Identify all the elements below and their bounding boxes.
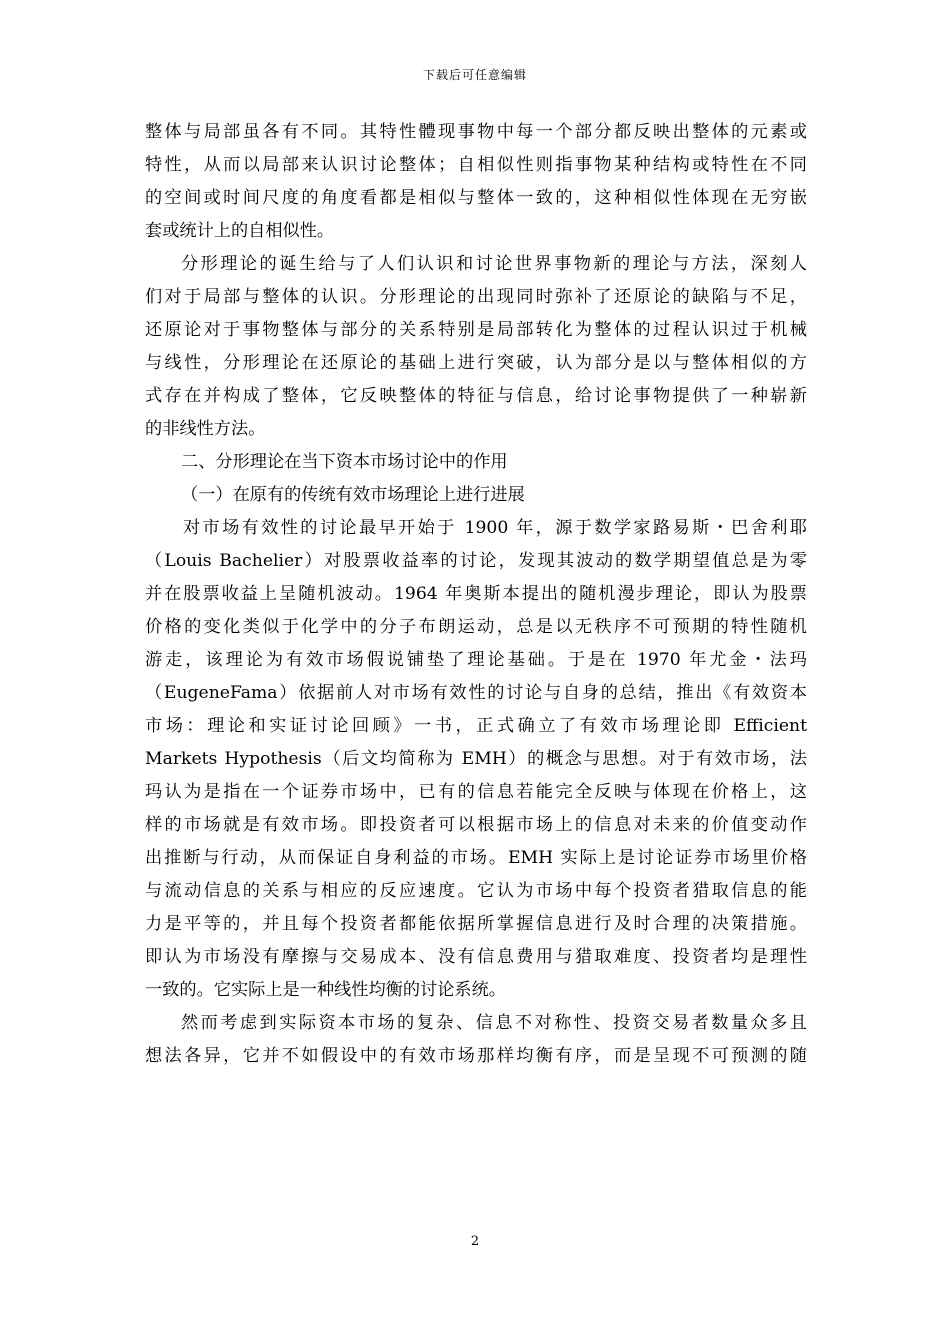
text-line: （EugeneFama）依据前人对市场有效性的讨论与自身的总结，推出《有效资本 (145, 683, 807, 703)
text-line: 与线性，分形理论在还原论的基础上进行突破，认为部分是以与整体相似的方 (145, 353, 807, 373)
text-line: 价格的变化类似于化学中的分子布朗运动，总是以无秩序不可预期的特性随机 (145, 617, 807, 637)
text-line: Markets Hypothesis（后文均简称为 EMH）的概念与思想。对于有效市场，法 (145, 749, 807, 769)
text-line: 们对于局部与整体的认识。分形理论的出现同时弥补了还原论的缺陷与不足， (145, 287, 807, 307)
text-line: 一致的。它实际上是一种线性均衡的讨论系统。 (145, 980, 506, 1000)
text-line: 套或统计上的自相似性。 (145, 221, 335, 241)
text-line: 并在股票收益上呈随机波动。1964 年奥斯本提出的随机漫步理论，即认为股票 (145, 584, 807, 604)
text-line: 出推断与行动，从而保证自身利益的市场。EMH 实际上是讨论证券市场里价格 (145, 848, 807, 868)
text-line: 特性，从而以局部来认识讨论整体；自相似性则指事物某种结构或特性在不同 (145, 155, 807, 175)
text-line: 还原论对于事物整体与部分的关系特别是局部转化为整体的过程认识过于机械 (145, 320, 807, 340)
page-header: 下载后可任意编辑 (422, 68, 527, 82)
text-line: （Louis Bachelier）对股票收益率的讨论，发现其波动的数学期望值总是为零 (145, 551, 807, 571)
section-heading: 二、分形理论在当下资本市场讨论中的作用 (181, 452, 508, 472)
text-line: 想法各异，它并不如假设中的有效市场那样均衡有序，而是呈现不可预测的随 (145, 1046, 807, 1066)
text-line: 分形理论的诞生给与了人们认识和讨论世界事物新的理论与方法，深刻人 (181, 254, 807, 274)
subsection-heading: （一）在原有的传统有效市场理论上进行进展 (181, 485, 525, 505)
text-line: 对市场有效性的讨论最早开始于 1900 年，源于数学家路易斯・巴舍利耶 (183, 518, 807, 538)
text-line: 与流动信息的关系与相应的反应速度。它认为市场中每个投资者猎取信息的能 (145, 881, 807, 901)
text-line: 式存在并构成了整体，它反映整体的特征与信息，给讨论事物提供了一种崭新 (145, 386, 807, 406)
document-body (145, 116, 807, 1073)
page-number: 2 (470, 1234, 480, 1249)
text-line: 玛认为是指在一个证券市场中，已有的信息若能完全反映与体现在价格上，这 (145, 782, 807, 802)
text-line: 游走，该理论为有效市场假说铺垫了理论基础。于是在 1970 年尤金・法玛 (145, 650, 807, 670)
text-line: 的空间或时间尺度的角度看都是相似与整体一致的，这种相似性体现在无穷嵌 (145, 188, 807, 208)
text-line: 力是平等的，并且每个投资者都能依据所掌握信息进行及时合理的决策措施。 (145, 914, 807, 934)
text-line: 样的市场就是有效市场。即投资者可以根据市场上的信息对未来的价值变动作 (145, 815, 807, 835)
text-line: 市场：理论和实证讨论回顾》一书，正式确立了有效市场理论即 Efficient (145, 716, 807, 736)
text-line: 整体与局部虽各有不同。其特性體现事物中每一个部分都反映出整体的元素或 (145, 122, 807, 142)
text-line: 即认为市场没有摩擦与交易成本、没有信息费用与猎取难度、投资者均是理性 (145, 947, 807, 967)
text-line: 的非线性方法。 (145, 419, 266, 439)
text-line: 然而考虑到实际资本市场的复杂、信息不对称性、投资交易者数量众多且 (181, 1013, 807, 1033)
